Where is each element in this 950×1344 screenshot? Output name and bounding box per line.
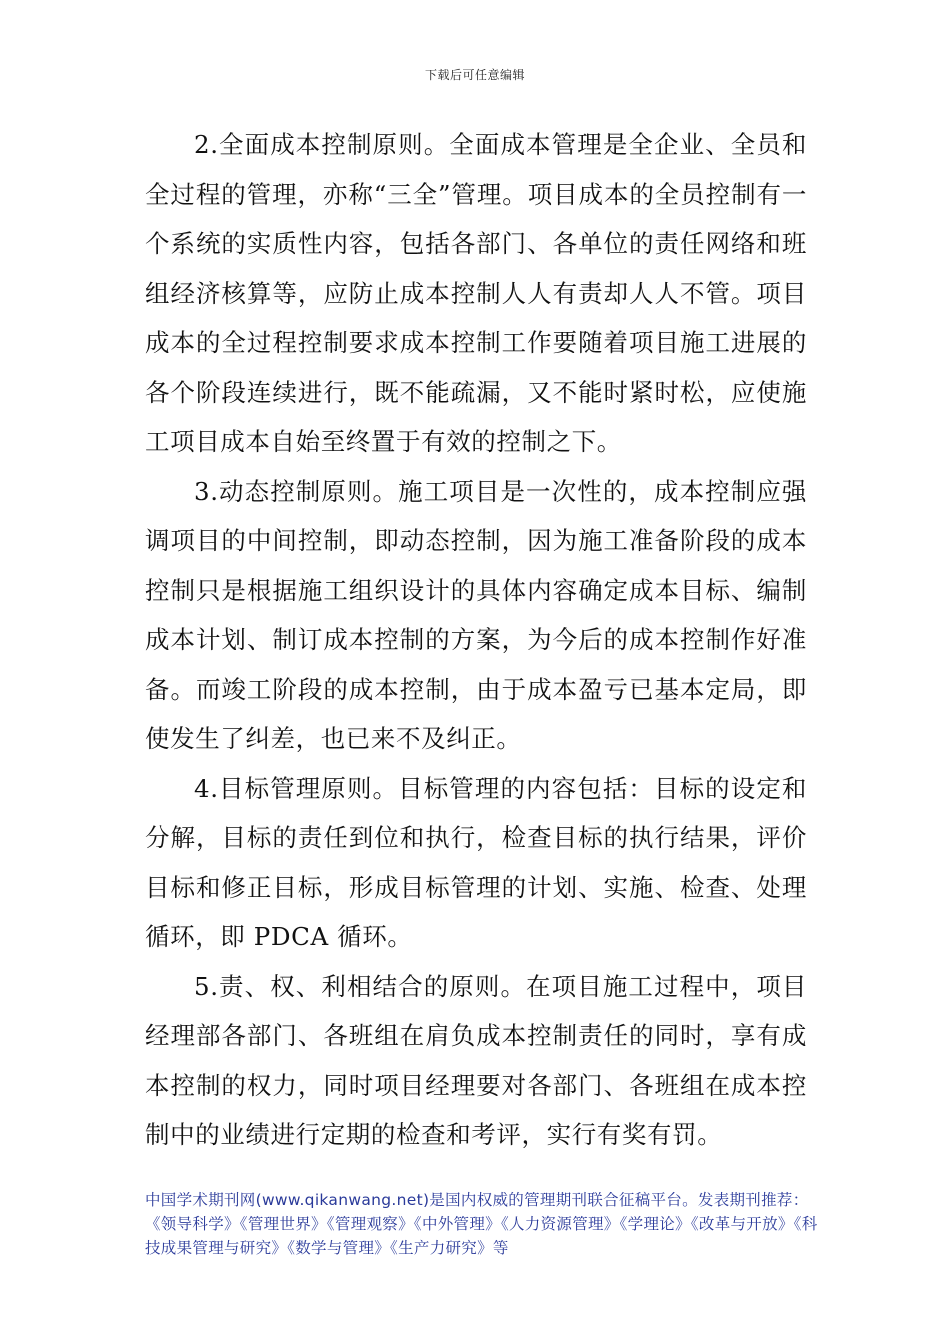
paragraph-dynamic-control: 3.动态控制原则。施工项目是一次性的，成本控制应强调项目的中间控制，即动态控制，因为施工准备阶段的成本控制只是根据施工组织设计的具体内容确定成本目标、编制成本计划、制订成本控制的方案，为今后的成本控制作好准备。而竣工阶段的成本控制，由于成本盈亏已基本定局，即使发生了纠差，也已来不及纠正。 bbox=[145, 476, 807, 753]
footer-advertisement: 中国学术期刊网(www.qikanwang.net)是国内权威的管理期刊联合征稿平台。发表期刊推荐：《领导科学》《管理世界》《管理观察》《中外管理》《人力资源管理》《学理论》《改革与开放》《科技成果管理与研究》《数学与管理》《生产力研究》等 bbox=[145, 1191, 818, 1257]
header-note: 下载后可任意编辑 bbox=[424, 68, 525, 82]
paragraph-objective-management: 4.目标管理原则。目标管理的内容包括：目标的设定和分解，目标的责任到位和执行，检查目标的执行结果，评价目标和修正目标，形成目标管理的计划、实施、检查、处理循环，即 PDCA 循环。 bbox=[145, 773, 807, 951]
paragraph-responsibility-rights-benefits: 5.责、权、利相结合的原则。在项目施工过程中，项目经理部各部门、各班组在肩负成本控制责任的同时，享有成本控制的权力，同时项目经理要对各部门、各班组在成本控制中的业绩进行定期的检查和考评，实行有奖有罚。 bbox=[145, 971, 807, 1149]
body-text bbox=[145, 120, 807, 1160]
paragraph-comprehensive-cost-control: 2.全面成本控制原则。全面成本管理是全企业、全员和全过程的管理，亦称“三全”管理。项目成本的全员控制有一个系统的实质性内容，包括各部门、各单位的责任网络和班组经济核算等，应防止成本控制人人有责却人人不管。项目成本的全过程控制要求成本控制工作要随着项目施工进展的各个阶段连续进行，既不能疏漏，又不能时紧时松，应使施工项目成本自始至终置于有效的控制之下。 bbox=[145, 130, 807, 456]
